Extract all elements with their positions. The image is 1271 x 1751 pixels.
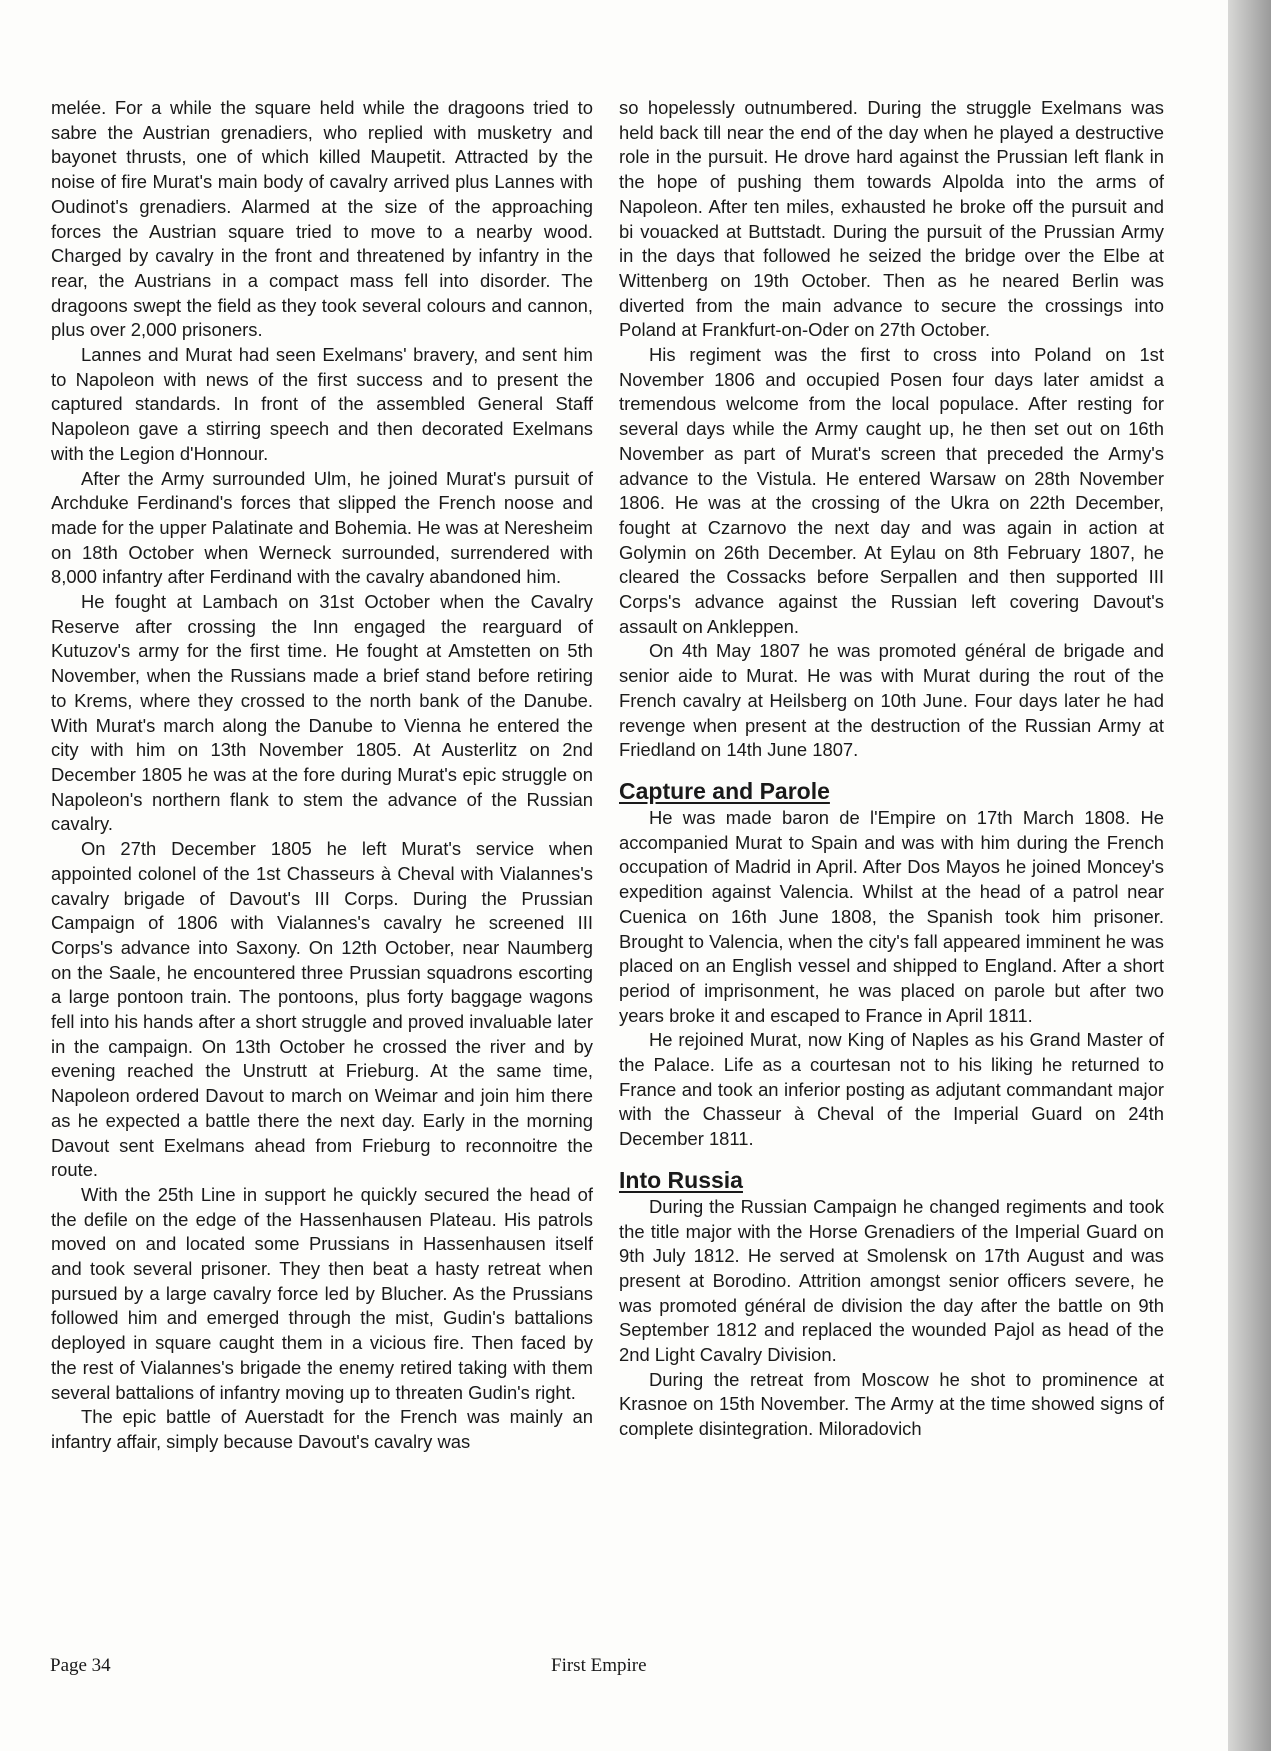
paragraph: After the Army surrounded Ulm, he joined Murat's pursuit of Archduke Ferdinand's forces that slipped the French noose and made for the upper Palatinate and Bohemia. He was at Neresheim on 18th October when Werneck surrounded, surrendered with 8,000 infantry after Ferdinand with the cavalry abandoned him. bbox=[51, 467, 593, 588]
paragraph: On 27th December 1805 he left Murat's service when appointed colonel of the 1st Chasseurs à Cheval with Vialannes's cavalry brigade of Davout's III Corps. During the Prussian Campaign of 1806 with Vialannes's cavalry he screened III Corps's advance into Saxony. On 12th October, near Naumberg on the Saale, he encountered three Prussian squadrons escorting a large pontoon train. The pontoons, plus forty baggage wagons fell into his hands after a short struggle and proved invaluable later in the campaign. On 13th October he crossed the river and by evening reached the Unstrutt at Frieburg. At the same time, Napoleon ordered Davout to march on Weimar and join him there as he expected a battle there the next day. Early in the morning Davout sent Exelmans ahead from Frieburg to reconnoitre the route. bbox=[51, 838, 593, 1181]
paragraph: so hopelessly outnumbered. During the struggle Exelmans was held back till near the end of the day when he played a destructive role in the pursuit. He drove hard against the Prussian left flank in the hope of pushing them towards Alpolda into the arms of Napoleon. After ten miles, exhausted he broke off the pursuit and bi vouacked at Buttstadt. During the pursuit of the Prussian Army in the days that followed he seized the bridge over the Elbe at Wittenberg on 19th October. Then as he neared Berlin was diverted from the main advance to secure the crossings into Poland at Frankfurt-on-Oder on 27th October. bbox=[619, 97, 1164, 341]
paragraph: On 4th May 1807 he was promoted général de brigade and senior aide to Murat. He was with Murat during the rout of the French cavalry at Heilsberg on 10th June. Four days later he had revenge when present at the destruction of the Russian Army at Friedland on 14th June 1807. bbox=[619, 640, 1164, 761]
page-number: Page 34 bbox=[50, 1655, 111, 1676]
paragraph: Lannes and Murat had seen Exelmans' bravery, and sent him to Napoleon with news of the first success and to present the captured standards. In front of the assembled General Staff Napoleon gave a stirring speech and then decorated Exelmans with the Legion d'Honnour. bbox=[51, 344, 593, 464]
paragraph: He was made baron de l'Empire on 17th March 1808. He accompanied Murat to Spain and was with him during the French occupation of Madrid in April. After Dos Mayos he joined Moncey's expedition against Valencia. Whilst at the head of a patrol near Cuenica on 16th June 1808, the Spanish took him prisoner. Brought to Valencia, when the city's fall appeared imminent he was placed on an English vessel and shipped to England. After a short period of imprisonment, he was placed on parole but after two years broke it and escaped to France in April 1811. bbox=[619, 806, 1164, 1026]
paragraph: He fought at Lambach on 31st October when the Cavalry Reserve after crossing the Inn engaged the rearguard of Kutuzov's army for the first time. He fought at Amstetten on 5th November, when the Russians made a brief stand before retiring to Krems, where they crossed to the north bank of the Danube. With Murat's march along the Danube to Vienna he entered the city with him on 13th November 1805. At Austerlitz on 2nd December 1805 he was at the fore during Murat's epic struggle on Napoleon's northern flank to stem the advance of the Russian cavalry. bbox=[51, 591, 593, 835]
right-column bbox=[619, 96, 1164, 1442]
paragraph: He rejoined Murat, now King of Naples as his Grand Master of the Palace. Life as a courtesan not to his liking he returned to France and took an inferior posting as adjutant commandant major with the Chasseur à Cheval of the Imperial Guard on 24th December 1811. bbox=[619, 1029, 1164, 1150]
paragraph: melée. For a while the square held while the dragoons tried to sabre the Austrian grenadiers, who replied with musketry and bayonet thrusts, one of which killed Maupetit. Attracted by the noise of fire Murat's main body of cavalry arrived plus Lannes with Oudinot's grenadiers. Alarmed at the size of the approaching forces the Austrian square tried to move to a nearby wood. Charged by cavalry in the front and threatened by infantry in the rear, the Austrians in a compact mass fell into disorder. The dragoons swept the field as they took several colours and cannon, plus over 2,000 prisoners. bbox=[51, 97, 593, 341]
section-heading-into-russia: Into Russia bbox=[619, 1166, 743, 1193]
magazine-title: First Empire bbox=[551, 1655, 647, 1676]
page-edge-shadow bbox=[1228, 0, 1271, 1751]
section-heading-capture-and-parole: Capture and Parole bbox=[619, 777, 830, 804]
left-column bbox=[51, 96, 593, 1455]
paragraph: During the Russian Campaign he changed regiments and took the title major with the Horse Grenadiers of the Imperial Guard on 9th July 1812. He served at Smolensk on 17th August and was present at Borodino. Attrition amongst senior officers severe, he was promoted général de division the day after the battle on 9th September 1812 and replaced the wounded Pajol as head of the 2nd Light Cavalry Division. bbox=[619, 1195, 1164, 1366]
paragraph: During the retreat from Moscow he shot to prominence at Krasnoe on 15th November. The Army at the time showed signs of complete disintegration. Miloradovich bbox=[619, 1368, 1164, 1440]
paragraph: The epic battle of Auerstadt for the French was mainly an infantry affair, simply because Davout's cavalry was bbox=[51, 1406, 593, 1452]
paragraph: With the 25th Line in support he quickly secured the head of the defile on the edge of the Hassenhausen Plateau. His patrols moved on and located some Prussians in Hassenhausen itself and took several prisoner. They then beat a hasty retreat when pursued by a large cavalry force led by Blucher. As the Prussians followed him and emerged through the mist, Gudin's battalions deployed in square caught them in a vicious fire. Then faced by the rest of Vialannes's brigade the enemy retired taking with them several battalions of infantry moving up to threaten Gudin's right. bbox=[51, 1183, 593, 1403]
paragraph: His regiment was the first to cross into Poland on 1st November 1806 and occupied Posen four days later amidst a tremendous welcome from the local populace. After resting for several days while the Army caught up, he then set out on 16th November as part of Murat's screen that preceded the Army's advance to the Vistula. He entered Warsaw on 28th November 1806. He was at the crossing of the Ukra on 22th December, fought at Czarnovo the next day and was again in action at Golymin on 26th December. At Eylau on 8th February 1807, he cleared the Cossacks before Serpallen and then supported III Corps's advance against the Russian left covering Davout's assault on Ankleppen. bbox=[619, 344, 1164, 637]
